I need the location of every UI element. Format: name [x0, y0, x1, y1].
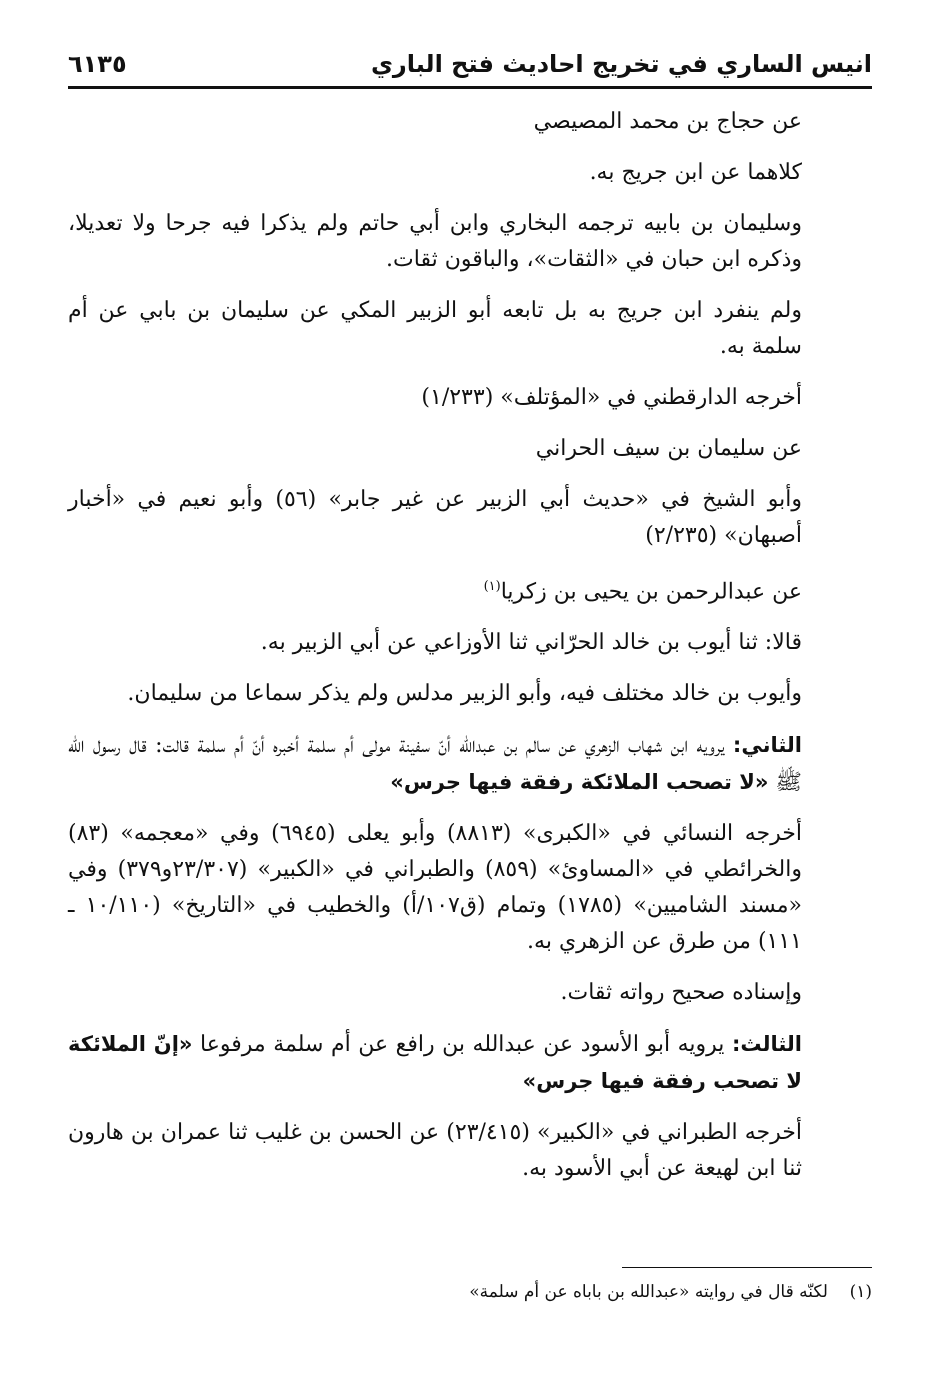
paragraph-12: أخرجه النسائي في «الكبرى» (٨٨١٣) وأبو يعلى (٦٩٤٥) وفي «معجمه» (٨٣) والخرائطي في «المساوئ» (٨٥٩) والطبراني في «الكبير» (٢٣/٣٠٧و٣٧٩) وفي «مسند الشاميين» (١٧٨٥) وتمام (ق١٠٧/أ) والخطيب في «التاريخ» (١٠/١١٠ ـ ١١١) من طرق عن الزهري به.	[68, 821, 803, 955]
paragraph-7: وأبو الشيخ في «حديث أبي الزبير عن غير جابر» (٥٦) وأبو نعيم في «أخبار أصبهان» (٢/٢٣٥)	[68, 487, 802, 548]
paragraph-9: قالا: ثنا أيوب بن خالد الحرّاني ثنا الأوزاعي عن أبي الزبير به.	[260, 630, 802, 656]
paragraph-13: وإسناده صحيح رواته ثقات.	[560, 980, 802, 1006]
paragraph-1: عن حجاج بن محمد المصيصي	[533, 109, 802, 134]
paragraph-15: أخرجه الطبراني في «الكبير» (٢٣/٤١٥) عن الحسن بن غليب ثنا عمران بن هارون ثنا ابن لهيعة عن أبي الأسود به.	[68, 1120, 802, 1182]
paragraph-10: وأيوب بن خالد مختلف فيه، وأبو الزبير مدلس ولم يذكر سماعا من سليمان.	[127, 681, 802, 707]
hadith-text-third: «إنّ الملائكة لا تصحب رفقة فيها جرس»	[68, 1032, 802, 1094]
paragraph-5: أخرجه الدارقطني في «المؤتلف» (١/٢٣٣)	[421, 385, 802, 410]
page-number: ٦١٣٥	[68, 50, 127, 78]
footnote	[68, 1278, 872, 1306]
section-label-second: الثاني:	[732, 733, 802, 758]
page-body	[68, 104, 872, 1202]
paragraph-6: عن سليمان بن سيف الحراني	[535, 436, 802, 461]
paragraph-8	[68, 569, 872, 610]
paragraph-11	[68, 727, 872, 801]
footnote-rule	[622, 1267, 872, 1268]
paragraph-14-text: يرويه أبو الأسود عن عبدالله بن رافع عن أم سلمة مرفوعا	[200, 1032, 725, 1058]
footnote-text: لكنّه قال في روايته «عبدالله بن باباه عن أم سلمة»	[469, 1282, 828, 1302]
footnote-reference: (١)	[483, 579, 501, 594]
section-label-third: الثالث:	[731, 1032, 803, 1057]
header-rule	[68, 86, 872, 89]
paragraph-2: كلاهما عن ابن جريج به.	[589, 160, 802, 185]
footnote-number: (١)	[849, 1282, 872, 1302]
paragraph-3: وسليمان بن بابيه ترجمه البخاري وابن أبي حاتم ولم يذكرا فيه جرحا ولا تعديلا، وذكره ابن حبان في «الثقات»، والباقون ثقات.	[68, 211, 802, 272]
running-header	[68, 44, 872, 84]
hadith-text-second: «لا تصحب الملائكة رفقة فيها جرس»	[390, 770, 769, 795]
paragraph-11-text: يرويه ابن شهاب الزهري عن سالم بن عبدالله أنّ سفينة مولى أم سلمة أخبره أنّ أم سلمة قالت: قال رسول الله ﷺ	[68, 733, 802, 796]
paragraph-14	[68, 1026, 872, 1100]
running-title: انيس الساري في تخريج احاديث فتح الباري	[370, 50, 872, 78]
paragraph-8-text: عن عبدالرحمن بن يحيى بن زكريا	[500, 579, 802, 605]
paragraph-4: ولم ينفرد ابن جريج به بل تابعه أبو الزبير المكي عن سليمان بن بابي عن أم سلمة به.	[68, 298, 803, 359]
